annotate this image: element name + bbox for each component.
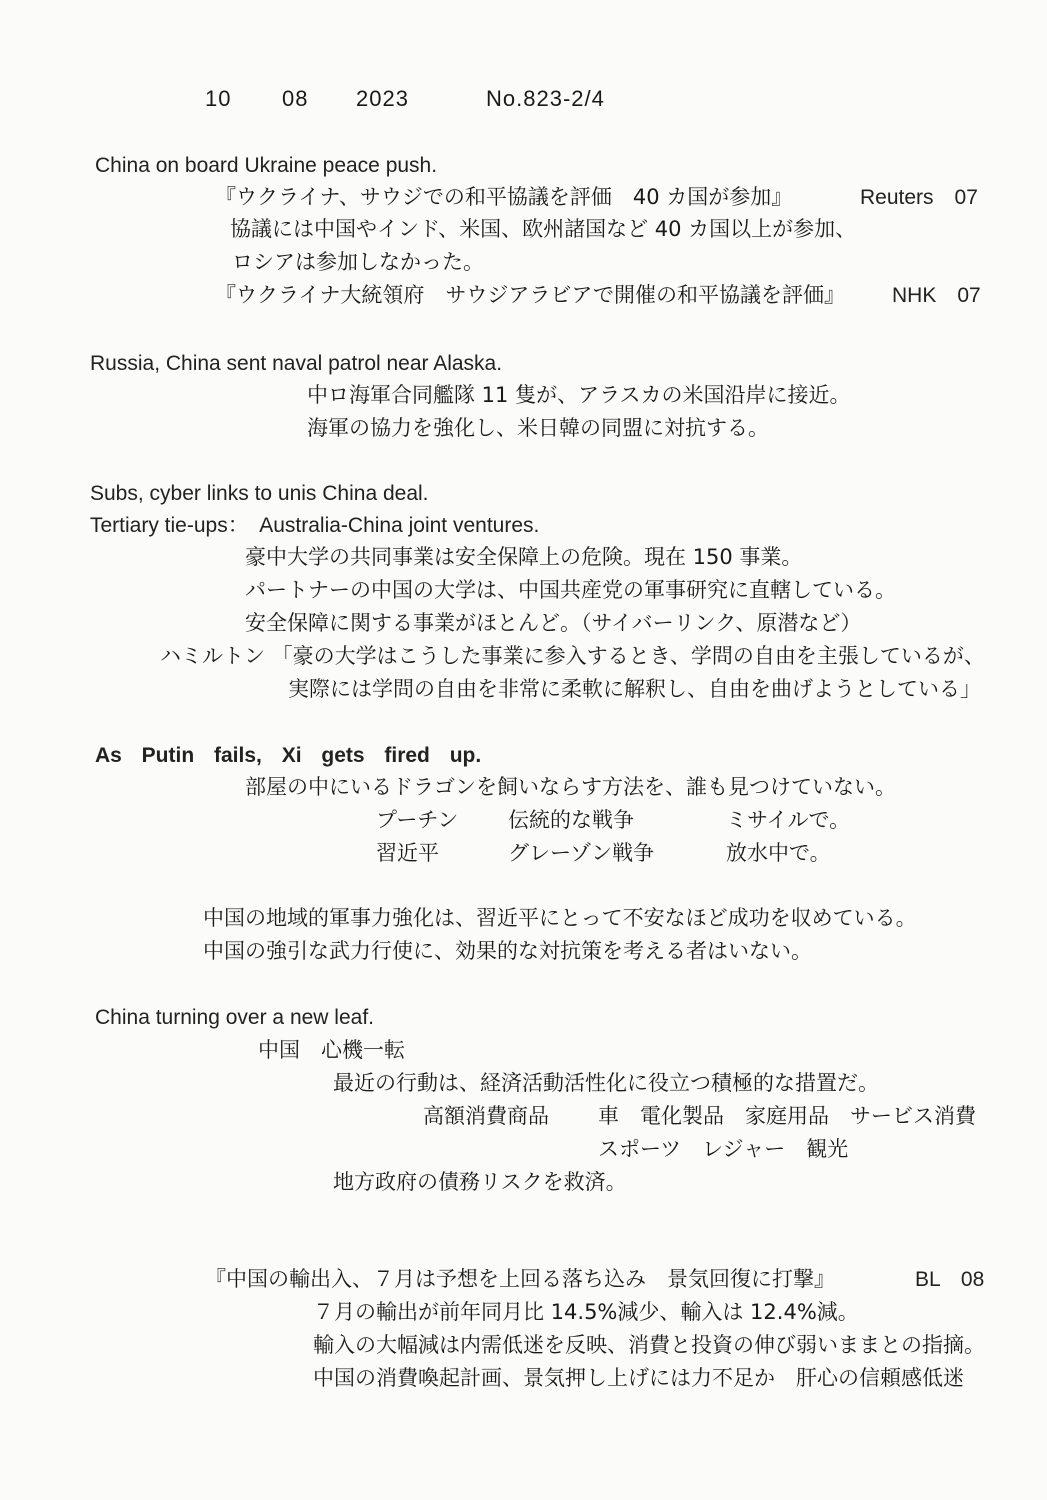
s1-line4: 『ウクライナ大統領府 サウジアラビアで開催の和平協議を評価』 — [215, 283, 845, 307]
s3-subtitle: Tertiary tie-ups： Australia-China joint ventures. — [90, 514, 540, 537]
s4-line3: 中国の強引な武力行使に、効果的な対抗策を考える者はいない。 — [203, 939, 812, 963]
s1-line3: ロシアは参加しなかった。 — [232, 250, 484, 274]
s4-title: As Putin fails, Xi gets fired up. — [95, 744, 482, 767]
s3-line1: 豪中大学の共同事業は安全保障上の危険。現在 150 事業。 — [245, 545, 803, 569]
s4-line1: 部屋の中にいるドラゴンを飼いならす方法を、誰も見つけていない。 — [245, 775, 896, 799]
s3-line4: ハミルトン 「豪の大学はこうした事業に参入するとき、学問の自由を主張しているが、 — [160, 644, 985, 668]
s5-line3-label: 高額消費商品 — [423, 1104, 549, 1128]
s4-row1-col2: 伝統的な戦争 — [508, 808, 634, 832]
s4-row1-col1: プーチン — [376, 808, 459, 832]
s6-line1-source: BL 08 — [915, 1268, 985, 1291]
s1-line4-source: NHK 07 — [892, 284, 981, 307]
s3-line2: パートナーの中国の大学は、中国共産党の軍事研究に直轄している。 — [245, 578, 896, 602]
s4-row2-col1: 習近平 — [376, 841, 439, 865]
s5-title: China turning over a new leaf. — [95, 1006, 374, 1029]
s3-line5: 実際には学問の自由を非常に柔軟に解釈し、自由を曲げようとしている」 — [288, 677, 981, 701]
s4-row2-col2: グレーゾン戦争 — [508, 841, 655, 865]
header-year: 2023 — [356, 86, 409, 111]
s4-row1-col3: ミサイルで。 — [726, 808, 851, 832]
s1-title: China on board Ukraine peace push. — [95, 154, 438, 177]
header-month: 08 — [282, 86, 309, 111]
s3-title: Subs, cyber links to unis China deal. — [90, 482, 429, 505]
header-number: No.823-2/4 — [486, 86, 605, 111]
s5-line1: 中国 心機一転 — [258, 1038, 405, 1062]
s1-line2: 協議には中国やインド、米国、欧州諸国など 40 カ国以上が参加、 — [230, 217, 857, 241]
s2-title: Russia, China sent naval patrol near Alaska. — [90, 352, 503, 375]
s5-line5: 地方政府の債務リスクを救済。 — [333, 1170, 627, 1194]
s1-line1-source: Reuters 07 — [860, 186, 978, 209]
s6-line1: 『中国の輸出入、７月は予想を上回る落ち込み 景気回復に打撃』 — [205, 1267, 835, 1291]
s4-line2: 中国の地域的軍事力強化は、習近平にとって不安なほど成功を収めている。 — [203, 906, 917, 930]
s1-line1: 『ウクライナ、サウジでの和平協議を評価 40 カ国が参加』 — [215, 185, 793, 209]
s5-line3-items: 車 電化製品 家庭用品 サービス消費 — [598, 1104, 976, 1128]
s4-row2-col3: 放水中で。 — [726, 841, 831, 865]
s6-line3: 輸入の大幅減は内需低迷を反映、消費と投資の伸び弱いままとの指摘。 — [313, 1333, 985, 1357]
s6-line4: 中国の消費喚起計画、景気押し上げには力不足か 肝心の信頼感低迷 — [313, 1366, 964, 1390]
s5-line2: 最近の行動は、経済活動活性化に役立つ積極的な措置だ。 — [333, 1071, 879, 1095]
s3-line3: 安全保障に関する事業がほとんど。（サイバーリンク、原潜など） — [245, 611, 862, 635]
s6-line2: ７月の輸出が前年同月比 14.5%減少、輸入は 12.4%減。 — [313, 1300, 859, 1324]
s2-line2: 海軍の協力を強化し、米日韓の同盟に対抗する。 — [307, 416, 769, 440]
s5-line4: スポーツ レジャー 観光 — [598, 1137, 849, 1161]
s2-line1: 中ロ海軍合同艦隊 11 隻が、アラスカの米国沿岸に接近。 — [307, 383, 851, 407]
header-day: 10 — [205, 86, 232, 111]
